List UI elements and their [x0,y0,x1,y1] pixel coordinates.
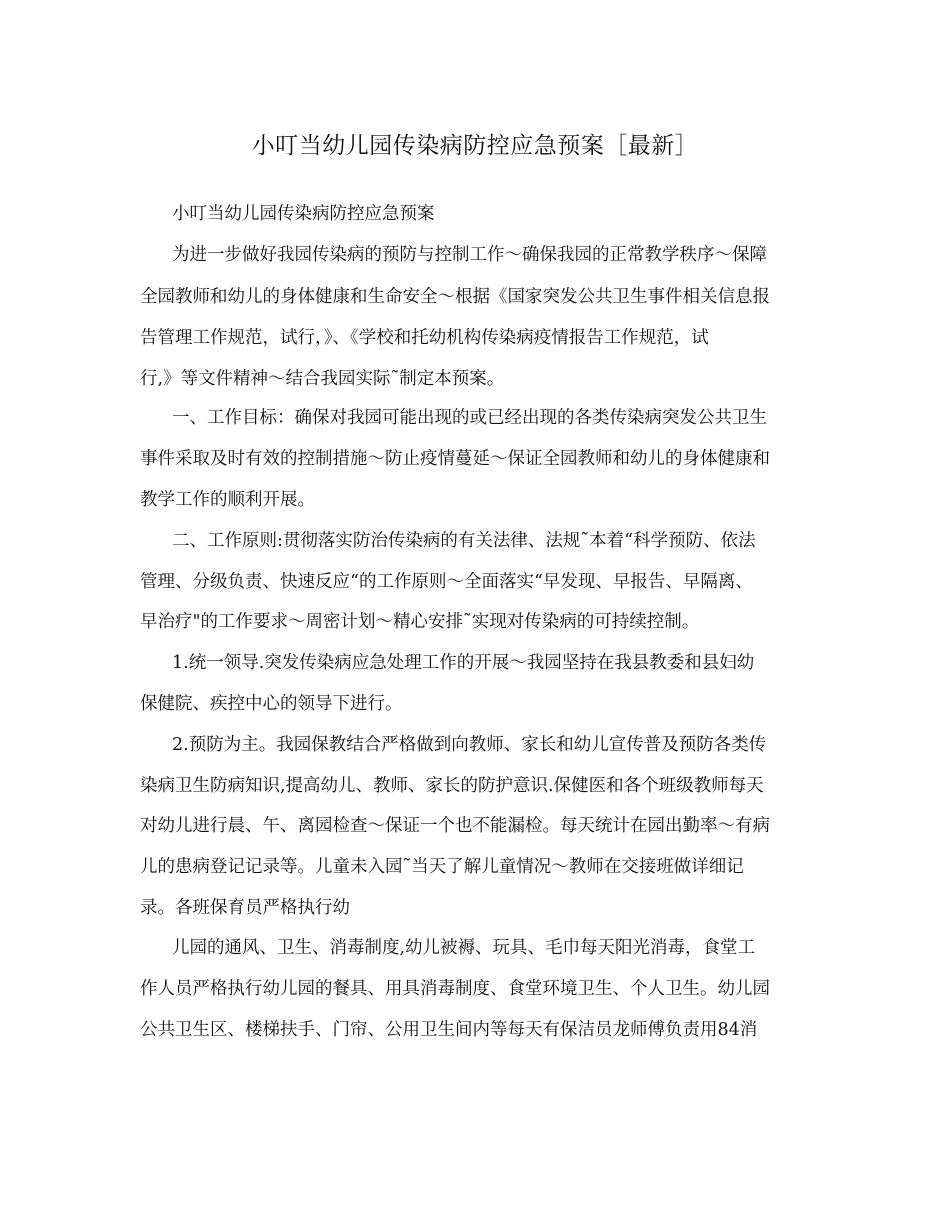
paragraph-line: 儿园的通风、卫生、消毒制度,幼儿被褥、玩具、毛巾每天阳光消毒，食堂工 [172,938,756,958]
paragraph-line: 儿的患病登记记录等。儿童未入园˜当天了解儿童情况～教师在交接班做详细记 [140,857,744,877]
paragraph-line: 告管理工作规范，试行，》、《学校和托幼机构传染病疫情报告工作规范，试 [140,328,709,348]
paragraph-line: 一、工作目标：确保对我园可能出现的或已经出现的各类传染病突发公共卫生 [172,408,767,428]
paragraph-line: 为进一步做好我园传染病的预防与控制工作～确保我园的正常教学秩序～保障 [172,245,767,265]
paragraph-line: 行,》等文件精神～结合我园实际˜制定本预案。 [140,369,505,389]
paragraph-line: 公共卫生区、楼梯扶手、门帘、公用卫生间内等每天有保洁员龙师傅负责用84消 [140,1020,758,1040]
paragraph-line: 二、工作原则:贯彻落实防治传染病的有关法律、法规˜本着“科学预防、依法 [172,531,756,551]
paragraph-line: 全园教师和幼儿的身体健康和生命安全～根据《国家突发公共卫生事件相关信息报 [140,287,770,307]
paragraph-line: 1.统一领导.突发传染病应急处理工作的开展～我园坚持在我县教委和县妇幼 [172,653,755,673]
paragraph-line: 事件采取及时有效的控制措施～防止疫情蔓延～保证全园教师和幼儿的身体健康和 [140,449,770,469]
document-title: 小叮当幼儿园传染病防控应急预案［最新］ [251,133,699,159]
paragraph-line: 2.预防为主。我园保教结合严格做到向教师、家长和幼儿宣传普及预防各类传 [172,735,767,755]
paragraph-line: 教学工作的顺利开展。 [140,490,315,510]
paragraph-line: 作人员严格执行幼儿园的餐具、用具消毒制度、食堂环境卫生、个人卫生。幼儿园 [140,979,770,999]
paragraph-line: 早治疗"的工作要求～周密计划～精心安排˜实现对传染病的可持续控制。 [140,612,700,632]
paragraph-line: 保健院、疾控中心的领导下进行。 [140,694,403,714]
paragraph-line: 对幼儿进行晨、午、离园检查～保证一个也不能漏检。每天统计在园出勤率～有病 [140,816,770,836]
paragraph-line: 录。各班保育员严格执行幼 [140,898,350,918]
document-subtitle: 小叮当幼儿园传染病防控应急预案 [172,204,435,224]
paragraph-line: 管理、分级负责、快速反应“的工作原则～全面落实“早发现、早报告、早隔离、 [140,572,753,592]
paragraph-line: 染病卫生防病知识,提高幼儿、教师、家长的防护意识.保健医和各个班级教师每天 [140,776,764,796]
